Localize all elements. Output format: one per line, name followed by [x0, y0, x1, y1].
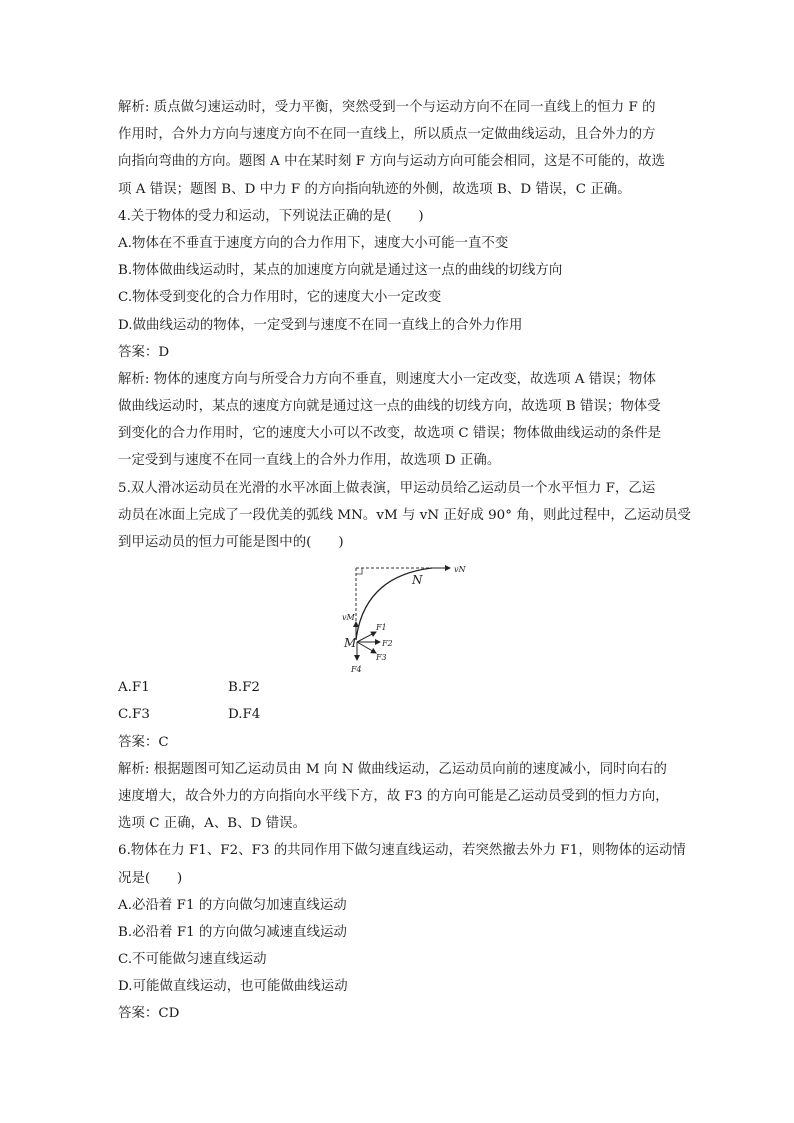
- option-c: C.不可能做匀速直线运动: [118, 952, 267, 968]
- answer: 答案：C: [118, 734, 169, 750]
- option-b: B.物体做曲线运动时，某点的加速度方向就是通过这一点的曲线的切线方向: [118, 263, 563, 279]
- question-stem-line: 6.物体在力 F1、F2、F3 的共同作用下做匀速直线运动，若突然撤去外力 F1，则物体的运动情: [118, 843, 686, 859]
- label-f3: F3: [376, 653, 387, 663]
- option-a: A.必沿着 F1 的方向做匀加速直线运动: [118, 897, 347, 913]
- label-vn: vN: [454, 565, 466, 575]
- analysis-line: 解析: 物体的速度方向与所受合力方向不垂直，则速度大小一定改变，故选项 A 错误；物体: [118, 371, 656, 387]
- document-body: [118, 94, 691, 1028]
- question-5: [118, 475, 691, 838]
- answer: 答案：D: [118, 344, 170, 360]
- analysis-line: 一定受到与速度不在同一直线上的合外力作用，故选项 D 正确。: [118, 453, 501, 469]
- question-stem-line: 到甲运动员的恒力可能是图中的( ): [118, 535, 344, 550]
- label-f4: F4: [351, 665, 362, 675]
- option-c: C.F3: [118, 707, 150, 723]
- text-line: 作用时，合外力方向与速度方向不在同一直线上，所以质点一定做曲线运动，且合外力的方: [118, 127, 656, 143]
- analysis-line: 到变化的合力作用时，它的速度大小可以不改变，故选项 C 错误；物体做曲线运动的条件是: [118, 426, 662, 442]
- answer: 答案：CD: [118, 1006, 180, 1022]
- analysis-line: 解析: 根据题图可知乙运动员由 M 向 N 做曲线运动，乙运动员向前的速度减小，同时向右的: [118, 761, 667, 777]
- text-line: 解析: 质点做匀速运动时，受力平衡，突然受到一个与运动方向不在同一直线上的恒力 F 的: [118, 100, 656, 115]
- option-d: D.可能做直线运动，也可能做曲线运动: [118, 979, 348, 995]
- question-stem: 4.关于物体的受力和运动，下列说法正确的是( ): [118, 208, 424, 224]
- option-d: D.做曲线运动的物体，一定受到与速度不在同一直线上的合外力作用: [118, 317, 523, 333]
- text-line: 项 A 错误；题图 B、D 中力 F 的方向指向轨迹的外侧，故选项 B、D 错误，C 正确。: [118, 181, 631, 197]
- f3-arrow: [357, 642, 376, 653]
- question-stem-line: 5.双人滑冰运动员在光滑的水平冰面上做表演，甲运动员给乙运动员一个水平恒力 F，乙运: [118, 480, 656, 496]
- analysis-block-q3: [118, 94, 678, 203]
- options-row: [118, 674, 678, 701]
- analysis-line: 做曲线运动时，某点的速度方向就是通过这一点的曲线的切线方向，故选项 B 错误；物体受: [118, 399, 661, 415]
- question-4: [118, 203, 678, 475]
- option-d: D.F4: [228, 707, 261, 723]
- f1-arrow: [357, 632, 376, 642]
- option-a: A.物体在不垂直于速度方向的合力作用下，速度大小可能一直不变: [118, 235, 509, 251]
- right-angle-mark: [356, 568, 362, 574]
- question-stem-line: 动员在冰面上完成了一段优美的弧线 MN。vM 与 vN 正好成 90° 角，则此过程中，乙运动员受: [118, 507, 691, 523]
- question-6: [118, 837, 686, 1027]
- label-f2: F2: [382, 639, 393, 649]
- label-f1: F1: [376, 623, 387, 633]
- analysis-line: 速度增大，故合外力的方向指向水平线下方，故 F3 的方向可能是乙运动员受到的恒力方向，: [118, 788, 669, 804]
- option-b: B.F2: [228, 680, 260, 696]
- analysis-line: 选项 C 正确，A、B、D 错误。: [118, 816, 307, 832]
- question-stem-line: 况是( ): [118, 870, 183, 886]
- label-m: M: [344, 636, 357, 651]
- option-c: C.物体受到变化的合力作用时，它的速度大小一定改变: [118, 290, 442, 306]
- label-vm: vM: [342, 613, 355, 623]
- option-b: B.必沿着 F1 的方向做匀减速直线运动: [118, 924, 347, 940]
- force-diagram-figure: [118, 556, 678, 674]
- option-a: A.F1: [118, 680, 150, 696]
- options-row: [118, 701, 678, 728]
- text-line: 向指向弯曲的方向。题图 A 中在某时刻 F 方向与运动方向可能会相同，这是不可能的，故选: [118, 154, 666, 170]
- force-diagram: [342, 556, 532, 674]
- label-n: N: [412, 573, 423, 588]
